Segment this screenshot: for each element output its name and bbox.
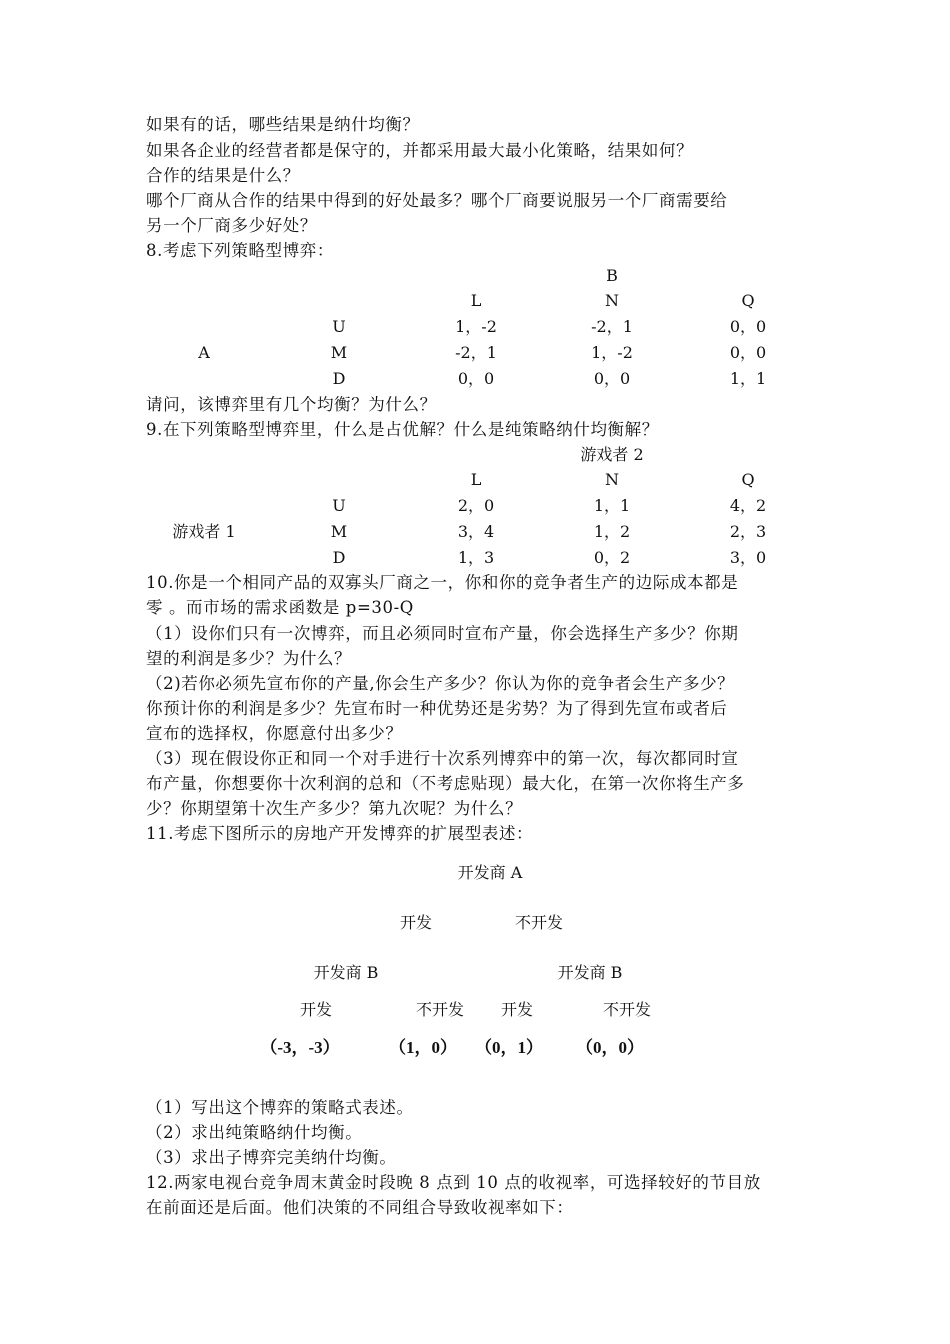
payoff-cell: 1，-2 — [455, 317, 497, 336]
payoff-cell: 1，1 — [593, 496, 631, 515]
question-10-heading: 10.你是一个相同产品的双寡头厂商之一，你和你的竞争者生产的边际成本都是 — [146, 573, 739, 592]
text-line: （2)若你必须先宣布你的产量,你会生产多少？你认为你的竞争者会生产多少？ — [146, 674, 735, 693]
column-header: N — [605, 470, 619, 489]
tree-payoff: （1，0） — [389, 1038, 457, 1057]
row-label: D — [332, 548, 346, 567]
tree-root-player-a: 开发商 A — [457, 863, 523, 882]
question-8-heading: 8.考虑下列策略型博弈： — [146, 241, 334, 260]
payoff-cell: 3，4 — [457, 522, 495, 541]
payoff-cell: 2，3 — [729, 522, 767, 541]
question-9-heading: 9.在下列策略型博弈里，什么是占优解？什么是纯策略纳什均衡解？ — [146, 420, 659, 439]
row-label: M — [330, 522, 348, 541]
question-12-heading: 12.两家电视台竞争周末黄金时段晚 8 点到 10 点的收视率，可选择较好的节目放 — [146, 1173, 761, 1192]
payoff-cell: 1，1 — [729, 369, 767, 388]
row-label: M — [330, 343, 348, 362]
payoff-cell: -2，1 — [455, 343, 497, 362]
text-line: （3）求出子博弈完美纳什均衡。 — [146, 1148, 397, 1167]
tree-payoff: （-3，-3） — [260, 1038, 340, 1057]
payoff-cell: 0，0 — [457, 369, 495, 388]
row-label: U — [332, 496, 346, 515]
payoff-cell: 1，-2 — [591, 343, 633, 362]
tree-payoff: （0，0） — [576, 1038, 644, 1057]
payoff-cell: 0，0 — [729, 317, 767, 336]
text-line: 在前面还是后面。他们决策的不同组合导致收视率如下： — [146, 1198, 574, 1217]
text-line: 你预计你的利润是多少？先宣布时一种优势还是劣势？为了得到先宣布或者后 — [146, 699, 728, 718]
payoff-cell: 4，2 — [729, 496, 767, 515]
text-line: （1）设你们只有一次博弈，而且必须同时宣布产量，你会选择生产多少？你期 — [146, 624, 739, 643]
text-line: 布产量，你想要你十次利润的总和（不考虑贴现）最大化，在第一次你将生产多 — [146, 774, 745, 793]
payoff-cell: 3，0 — [729, 548, 767, 567]
text-line: 哪个厂商从合作的结果中得到的好处最多？哪个厂商要说服另一个厂商需要给 — [146, 191, 728, 210]
text-line: （1）写出这个博弈的策略式表述。 — [146, 1098, 414, 1117]
column-header: Q — [741, 470, 755, 489]
payoff-cell: 2，0 — [457, 496, 495, 515]
text-line: 另一个厂商多少好处？ — [146, 216, 317, 235]
text-line: 宣布的选择权，你愿意付出多少？ — [146, 724, 403, 743]
payoff-cell: 1，2 — [593, 522, 631, 541]
tree-action-not-develop: 不开发 — [602, 1000, 652, 1019]
tree-action-not-develop: 不开发 — [514, 913, 564, 932]
column-header: Q — [741, 291, 755, 310]
row-label: U — [332, 317, 346, 336]
tree-action-develop: 开发 — [399, 913, 433, 932]
tree-action-develop: 开发 — [500, 1000, 534, 1019]
tree-node-player-b: 开发商 B — [557, 963, 623, 982]
text-line: 零 。而市场的需求函数是 p=30-Q — [146, 598, 414, 617]
column-player-label: B — [606, 266, 618, 285]
text-line: 请问，该博弈里有几个均衡？为什么？ — [146, 395, 437, 414]
tree-action-not-develop: 不开发 — [415, 1000, 465, 1019]
payoff-cell: 0，2 — [593, 548, 631, 567]
tree-action-develop: 开发 — [299, 1000, 333, 1019]
column-player-label: 游戏者 2 — [580, 445, 644, 464]
text-line: 少？你期望第十次生产多少？第九次呢？为什么？ — [146, 799, 523, 818]
text-line: 如果有的话，哪些结果是纳什均衡？ — [146, 115, 420, 134]
row-player-label: A — [198, 343, 210, 362]
payoff-cell: 1，3 — [457, 548, 495, 567]
column-header: L — [470, 291, 482, 310]
text-line: （2）求出纯策略纳什均衡。 — [146, 1123, 363, 1142]
payoff-cell: 0，0 — [729, 343, 767, 362]
tree-node-player-b: 开发商 B — [313, 963, 379, 982]
payoff-cell: 0，0 — [593, 369, 631, 388]
text-line: 望的利润是多少？为什么？ — [146, 649, 352, 668]
payoff-cell: -2，1 — [591, 317, 633, 336]
text-line: 如果各企业的经营者都是保守的，并都采用最大最小化策略，结果如何？ — [146, 141, 694, 160]
column-header: L — [470, 470, 482, 489]
text-line: 合作的结果是什么？ — [146, 166, 300, 185]
row-label: D — [332, 369, 346, 388]
text-line: （3）现在假设你正和同一个对手进行十次系列博弈中的第一次，每次都同时宣 — [146, 749, 739, 768]
row-player-label: 游戏者 1 — [172, 522, 236, 541]
tree-payoff: （0，1） — [475, 1038, 543, 1057]
question-11-heading: 11.考虑下图所示的房地产开发博弈的扩展型表述： — [146, 824, 534, 843]
column-header: N — [605, 291, 619, 310]
